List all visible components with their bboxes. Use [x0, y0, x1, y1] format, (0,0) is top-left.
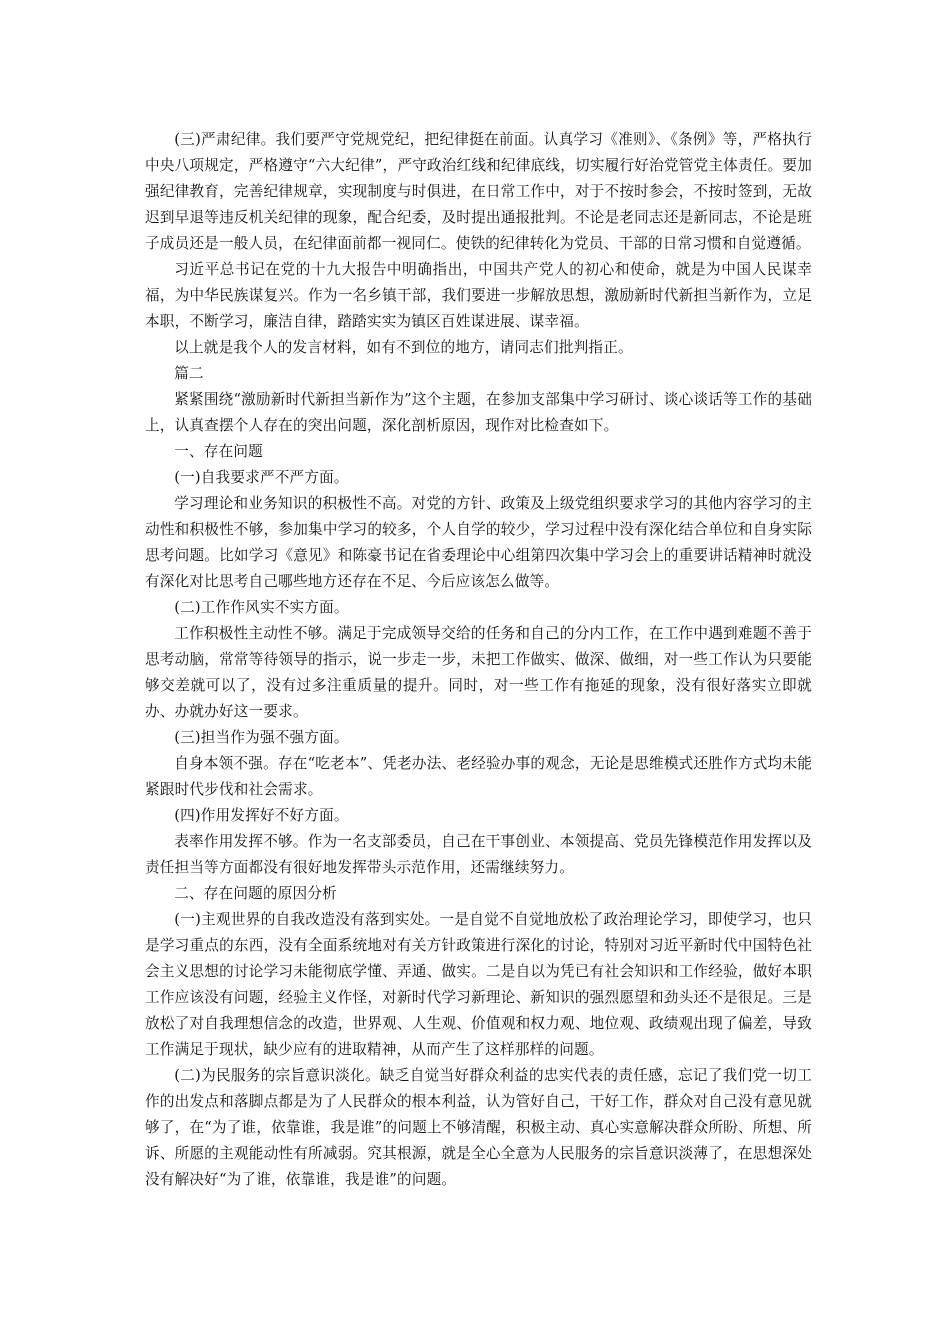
paragraph-discipline: (三)严肃纪律。我们要严守党规党纪，把纪律挺在前面。认真学习《准则》、《条例》等，严格执行中央八项规定，严格遵守“六大纪律”，严守政治红线和纪律底线，切实履行好治党管党主体责任。要加强纪律教育，完善纪律规章，实现制度与时俱进，在日常工作中，对于不按时参会，不按时签到，无故迟到早退等违反机关纪律的现象，配合纪委，及时提出通报批判。不论是老同志还是新同志，不论是班子成员还是一般人员，在纪律面前都一视同仁。使铁的纪律转化为党员、干部的日常习惯和自觉遵循。: [145, 131, 812, 252]
subheading-responsibility: (三)担当作为强不强方面。: [174, 729, 349, 746]
subheading-self-requirement: (一)自我要求严不严方面。: [174, 469, 349, 486]
heading-cause-analysis: 二、存在问题的原因分析: [174, 885, 337, 902]
paragraph-xi-report: 习近平总书记在党的十九大报告中明确指出，中国共产党人的初心和使命，就是为中国人民谋幸福，为中华民族谋复兴。作为一名乡镇干部，我们要进一步解放思想，激励新时代新担当新作为，立足本职，不断学习，廉洁自律，踏踏实实为镇区百姓谋进展、谋幸福。: [145, 261, 812, 330]
section-heading-part-two: 篇二: [174, 365, 204, 382]
document-body: [145, 127, 812, 1193]
paragraph-work-initiative: 工作积极性主动性不够。满足于完成领导交给的任务和自己的分内工作，在工作中遇到难题不善于思考动脑，常常等待领导的指示，说一步走一步，未把工作做实、做深、做细，对一些工作认为只要能够交差就可以了，没有过多注重质量的提升。同时，对一些工作有拖延的现象，没有很好落实立即就办、办就办好这一要求。: [145, 625, 812, 720]
paragraph-service-purpose: (二)为民服务的宗旨意识淡化。缺乏自觉当好群众利益的忠实代表的责任感，忘记了我们党一切工作的出发点和落脚点都是为了人民群众的根本利益，认为管好自己，干好工作，群众对自己没有意见就够了，在“为了谁，依靠谁，我是谁”的问题上不够清醒，积极主动、真心实意解决群众所盼、所想、所诉、所愿的主观能动性有所减弱。究其根源，就是全心全意为人民服务的宗旨意识淡薄了，在思想深处没有解决好“为了谁，依靠谁，我是谁”的问题。: [145, 1067, 812, 1188]
paragraph-self-transformation: (一)主观世界的自我改造没有落到实处。一是自觉不自觉地放松了政治理论学习，即使学习，也只是学习重点的东西，没有全面系统地对有关方针政策进行深化的讨论，特别对习近平新时代中国特色社会主义思想的讨论学习未能彻底学懂、弄通、做实。二是自以为凭已有社会知识和工作经验，做好本职工作应该没有问题，经验主义作怪，对新时代学习新理论、新知识的强烈愿望和劲头还不是很足。三是放松了对自我理想信念的改造，世界观、人生观、价值观和权力观、地位观、政绩观出现了偏差，导致工作满足于现状，缺少应有的进取精神，从而产生了这样那样的问题。: [145, 911, 812, 1058]
paragraph-closing: 以上就是我个人的发言材料，如有不到位的地方，请同志们批判指正。: [174, 339, 633, 356]
heading-existing-problems: 一、存在问题: [174, 443, 263, 460]
subheading-role: (四)作用发挥好不好方面。: [174, 807, 349, 824]
subheading-work-style: (二)工作作风实不实方面。: [174, 599, 349, 616]
paragraph-study: 学习理论和业务知识的积极性不高。对党的方针、政策及上级党组织要求学习的其他内容学习的主动性和积极性不够，参加集中学习的较多，个人自学的较少，学习过程中没有深化结合单位和自身实际思考问题。比如学习《意见》和陈豪书记在省委理论中心组第四次集中学习会上的重要讲话精神时就没有深化对比思考自己哪些地方还存在不足、今后应该怎么做等。: [145, 495, 812, 590]
paragraph-intro: 紧紧围绕“激励新时代新担当新作为”这个主题，在参加支部集中学习研讨、谈心谈话等工作的基础上，认真查摆个人存在的突出问题，深化剖析原因，现作对比检查如下。: [145, 391, 812, 434]
paragraph-exemplary-role: 表率作用发挥不够。作为一名支部委员，自己在干事创业、本领提高、党员先锋模范作用发挥以及责任担当等方面都没有很好地发挥带头示范作用，还需继续努力。: [145, 833, 812, 876]
paragraph-ability: 自身本领不强。存在“吃老本”、凭老办法、老经验办事的观念，无论是思维模式还胜作方式均未能紧跟时代步伐和社会需求。: [145, 755, 812, 798]
